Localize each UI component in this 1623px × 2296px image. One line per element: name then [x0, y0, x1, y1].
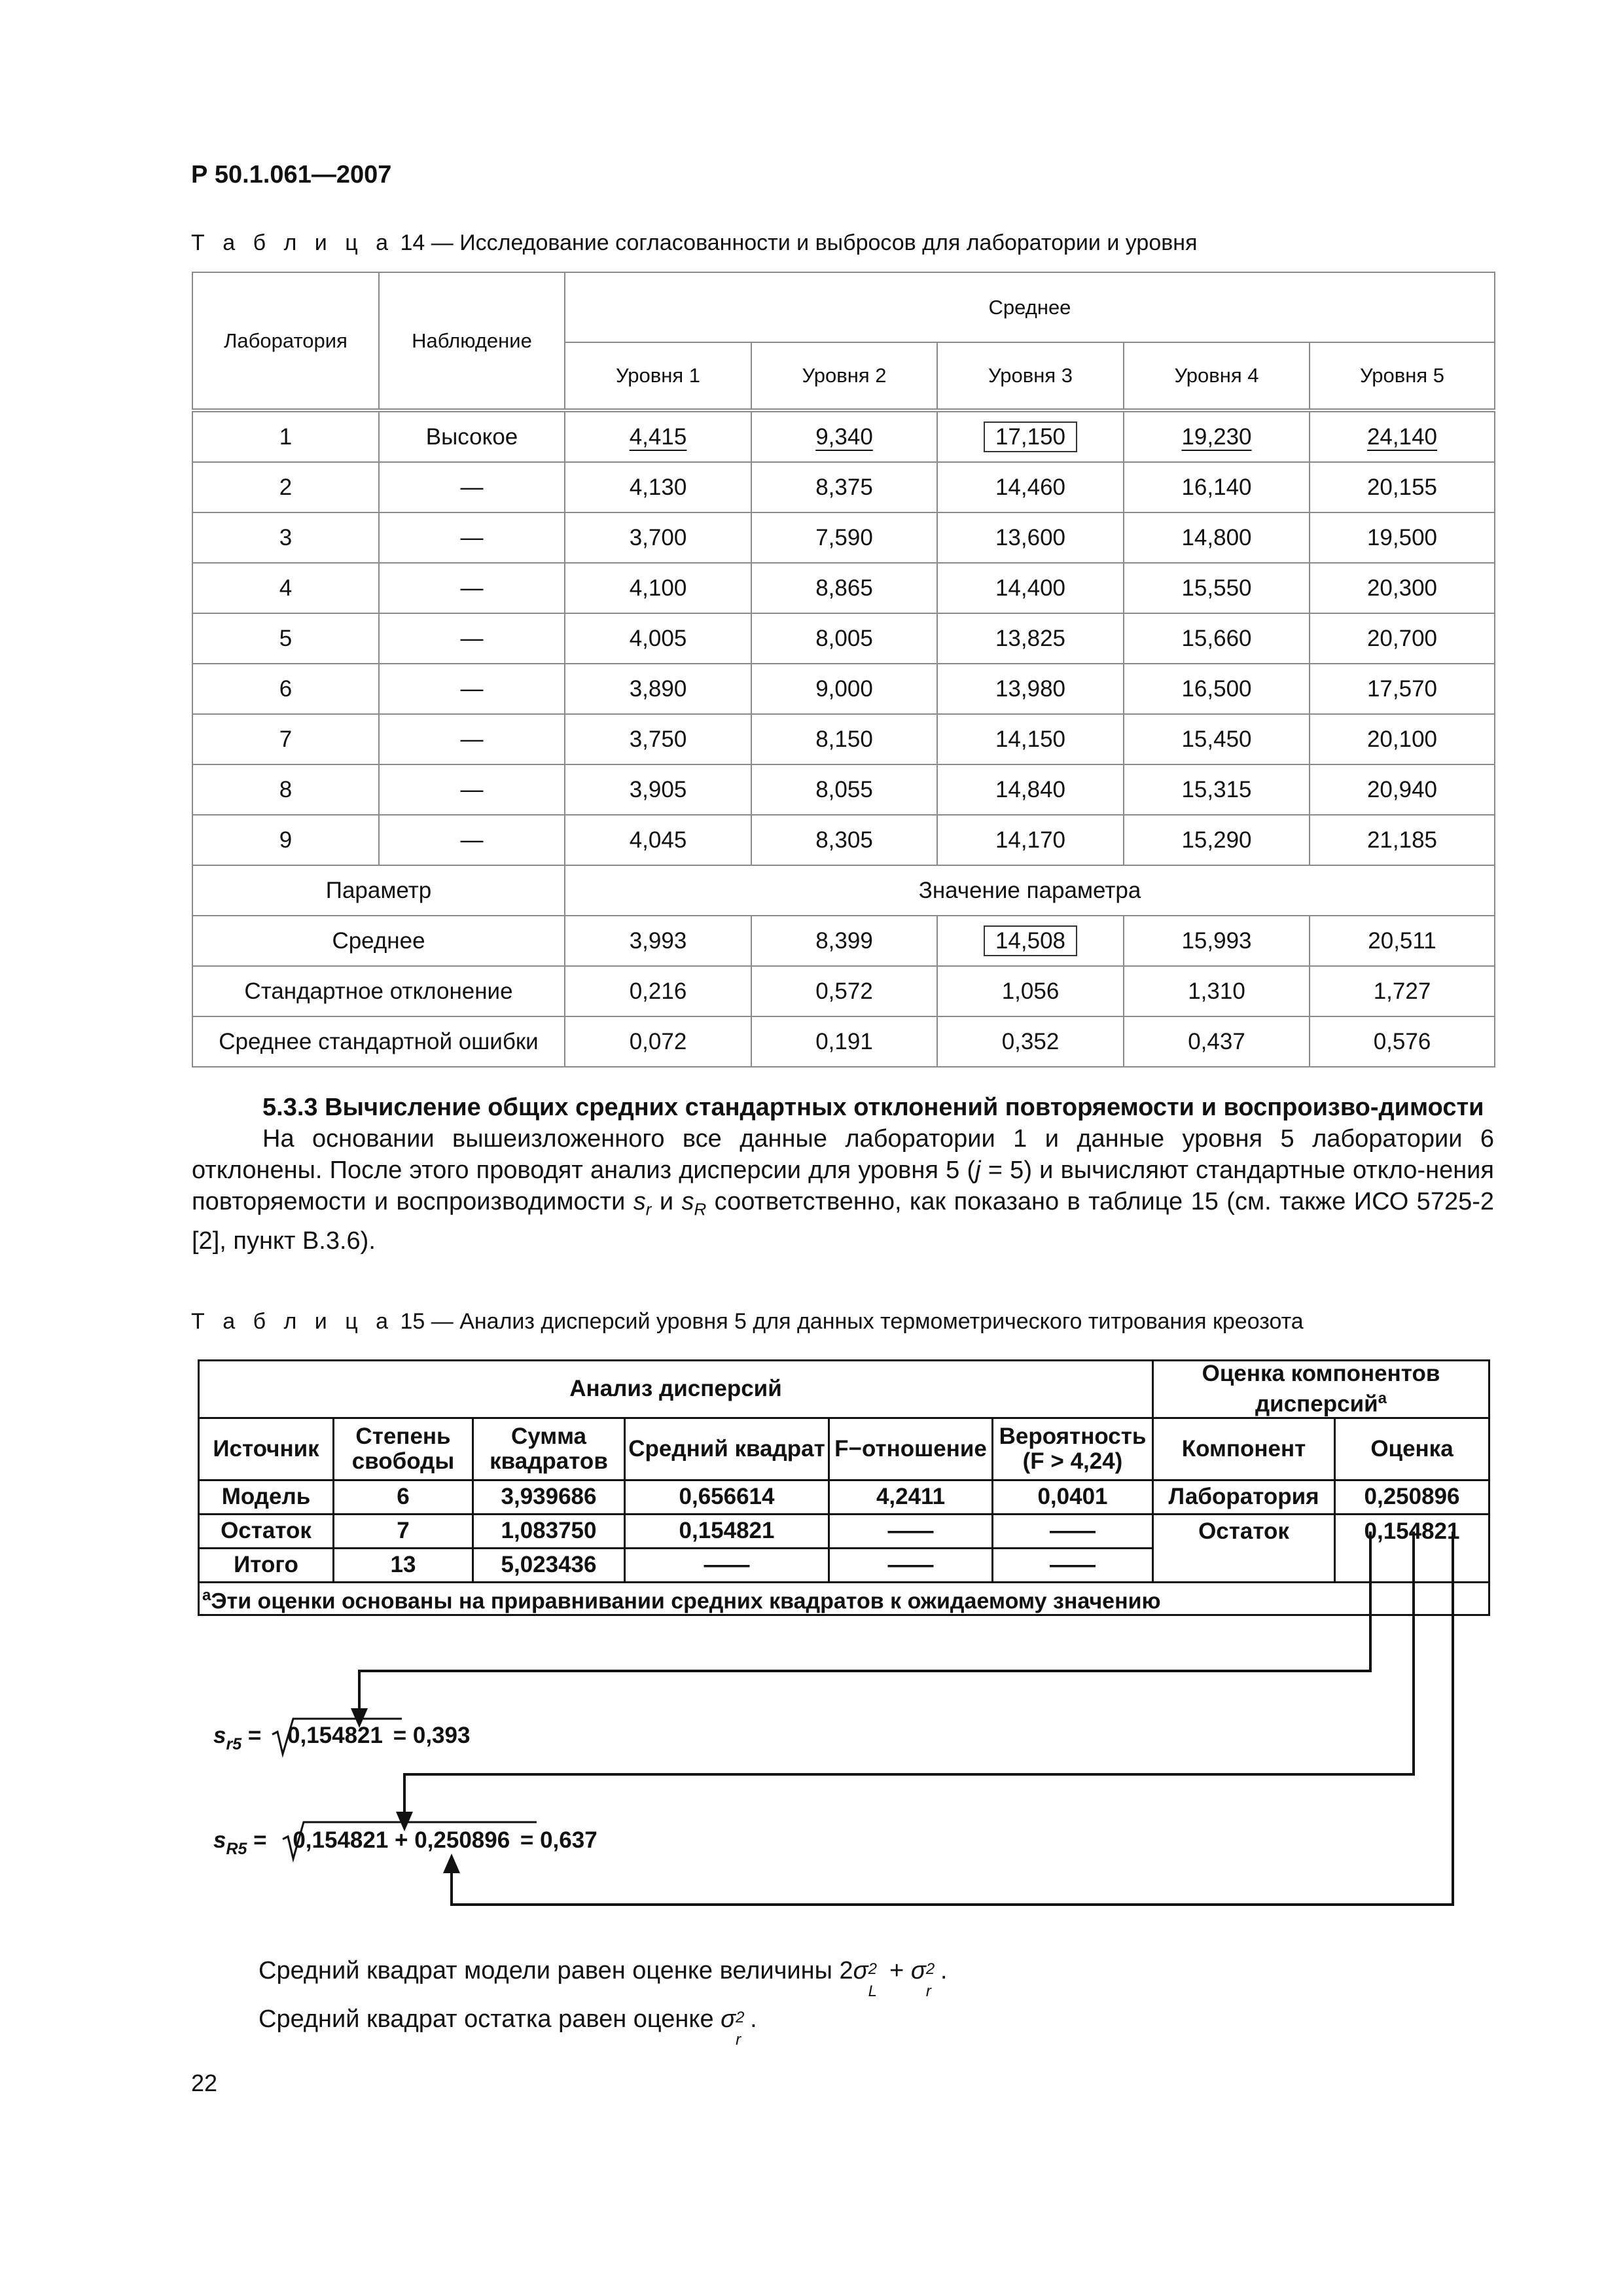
value-text: 13,980: [995, 675, 1066, 702]
col-header: Источник: [199, 1418, 334, 1480]
value-text: 20,700: [1366, 625, 1438, 651]
cell-ss: 5,023436: [473, 1548, 625, 1582]
header-variance-analysis: Анализ дисперсий: [199, 1361, 1153, 1418]
param-value-header: Значение параметра: [565, 865, 1495, 916]
value-text: 3,993: [629, 927, 687, 954]
value-text: 15,550: [1181, 575, 1252, 601]
value-text: 3,905: [629, 776, 687, 802]
value-text: 20,100: [1366, 726, 1438, 752]
value-text: 13,600: [995, 524, 1066, 550]
cell-observation: —: [379, 815, 565, 865]
col-header-level-4: Уровня 4: [1124, 342, 1310, 410]
col-header-level-2: Уровня 2: [751, 342, 937, 410]
col-header: Средний квадрат: [625, 1418, 829, 1480]
note-model-mean-square: Средний квадрат модели равен оценке величины 2σ 2 L + σ 2 r .: [259, 1957, 948, 2000]
value-text: 14,460: [995, 474, 1066, 500]
cell-src: Остаток: [199, 1514, 334, 1548]
cell-estimate: 0,154821: [1335, 1514, 1489, 1548]
cell-p: ——: [993, 1548, 1153, 1582]
cell-p: 0,0401: [993, 1480, 1153, 1514]
value-text: 8,005: [815, 625, 873, 651]
cell-ms: 0,154821: [625, 1514, 829, 1548]
value-text: 15,660: [1181, 625, 1252, 651]
cell-observation: —: [379, 664, 565, 714]
value-text: 14,170: [995, 827, 1066, 853]
value-text: 7,590: [815, 524, 873, 550]
formula-sr5: $s_{r5} = 0,154821 = 0,393$: [213, 1723, 471, 1753]
cell-observation: —: [379, 512, 565, 563]
value-text: 0,352: [1001, 1028, 1060, 1054]
section-heading: 5.3.3 Вычисление общих средних стандартных отклонений повторяемости и воспроизво-димости: [262, 1094, 1484, 1121]
value-text: 19,230: [1181, 423, 1252, 450]
value-text: 16,500: [1181, 675, 1252, 702]
value-text: 19,500: [1366, 524, 1438, 550]
value-text: 15,315: [1181, 776, 1252, 802]
value-text: 1,310: [1188, 978, 1245, 1004]
col-header-observation: Наблюдение: [379, 272, 565, 410]
col-header-mean: Среднее: [565, 272, 1495, 342]
value-text: 8,865: [815, 575, 873, 601]
cell-laboratory: 5: [192, 613, 379, 664]
value-text: 20,511: [1368, 927, 1436, 954]
cell-src: Модель: [199, 1480, 334, 1514]
value-text: 14,150: [995, 726, 1066, 752]
value-text: 14,800: [1181, 524, 1252, 550]
table14-caption-text: 14 — Исследование согласованности и выбросов для лаборатории и уровня: [394, 230, 1198, 255]
value-text: 0,572: [815, 978, 873, 1004]
cell-ss: 3,939686: [473, 1480, 625, 1514]
cell-laboratory: 7: [192, 714, 379, 764]
arrowhead-sR5-up: [443, 1854, 460, 1873]
cell-ss: 1,083750: [473, 1514, 625, 1548]
col-header: Оценка: [1335, 1418, 1489, 1480]
cell-laboratory: 1: [192, 410, 379, 462]
cell-laboratory: 4: [192, 563, 379, 613]
value-text: 0,072: [629, 1028, 687, 1054]
value-text: 17,150: [984, 422, 1077, 452]
col-header-level-5: Уровня 5: [1310, 342, 1495, 410]
arrow-laboratory-to-sR5: [452, 1532, 1453, 1905]
value-text: 20,940: [1366, 776, 1438, 802]
value-text: 0,216: [629, 978, 687, 1004]
value-text: 9,340: [815, 423, 873, 450]
value-text: 14,508: [984, 925, 1077, 956]
value-text: 1,727: [1373, 978, 1431, 1004]
cell-observation: —: [379, 462, 565, 512]
value-text: 8,055: [815, 776, 873, 802]
col-header-level-3: Уровня 3: [937, 342, 1124, 410]
value-text: 16,140: [1181, 474, 1252, 500]
value-text: 14,840: [995, 776, 1066, 802]
value-text: 4,045: [629, 827, 687, 853]
value-text: 4,130: [629, 474, 687, 500]
col-header: Сумма квадратов: [473, 1418, 625, 1480]
value-text: 15,290: [1181, 827, 1252, 853]
cell-observation: —: [379, 714, 565, 764]
cell-f: 4,2411: [829, 1480, 993, 1514]
value-text: 3,750: [629, 726, 687, 752]
value-text: 14,400: [995, 575, 1066, 601]
cell-f: ——: [829, 1514, 993, 1548]
cell-estimate: 0,250896: [1335, 1480, 1489, 1514]
cell-df: 6: [334, 1480, 473, 1514]
formula-sR5: $s_{R5} = 0,154821 + 0,250896 = 0,637$: [213, 1827, 597, 1858]
value-text: 21,185: [1366, 827, 1438, 853]
table15-caption-text: 15 — Анализ дисперсий уровня 5 для данных термометрического титрования креозота: [394, 1309, 1304, 1334]
value-text: 3,700: [629, 524, 687, 550]
cell-observation: Высокое: [379, 410, 565, 462]
col-header: F−отношение: [829, 1418, 993, 1480]
value-text: 8,150: [815, 726, 873, 752]
value-text: 0,191: [815, 1028, 873, 1054]
value-text: 15,450: [1181, 726, 1252, 752]
cell-ms: ——: [625, 1548, 829, 1582]
cell-observation: —: [379, 613, 565, 664]
value-text: 8,375: [815, 474, 873, 500]
cell-laboratory: 8: [192, 764, 379, 815]
cell-src: Итого: [199, 1548, 334, 1582]
stat-name: Среднее: [192, 916, 565, 966]
section-paragraph: На основании вышеизложенного все данные лаборатории 1 и данные уровня 5 лаборатории 6 отклонены. После этого проводят анализ дисперсии для уровня 5 (j = 5) и вычисляют стандартные откло-нения повторяемости и воспроизводимости $s_r$ и $s_R$ соответственно, как показано в таблице 15 (см. также ИСО 5725-2 [2], пункт В.3.6).: [192, 1125, 1495, 1255]
cell-laboratory: 6: [192, 664, 379, 714]
table15-caption-prefix: Т а б л и ц а: [191, 1309, 395, 1334]
col-header: Компонент: [1153, 1418, 1335, 1480]
value-text: 8,399: [815, 927, 873, 954]
stat-name: Среднее стандартной ошибки: [192, 1016, 565, 1067]
table15-footnote: $^a$Эти оценки основаны на приравнивании средних квадратов к ожидаемому значению: [199, 1582, 1489, 1615]
value-text: 3,890: [629, 675, 687, 702]
value-text: 20,300: [1366, 575, 1438, 601]
value-text: 13,825: [995, 625, 1066, 651]
cell-p: ——: [993, 1514, 1153, 1548]
cell-laboratory: 3: [192, 512, 379, 563]
col-header-level-1: Уровня 1: [565, 342, 751, 410]
cell-laboratory: 2: [192, 462, 379, 512]
cell-component: Остаток: [1153, 1514, 1335, 1548]
arrow-residual-to-sr5: [359, 1532, 1370, 1712]
value-text: 1,056: [1001, 978, 1060, 1004]
table14-caption-prefix: Т а б л и ц а: [191, 230, 395, 255]
value-text: 24,140: [1366, 423, 1438, 450]
document-code: Р 50.1.061—2007: [191, 161, 392, 188]
page-number: 22: [191, 2070, 218, 2096]
cell-df: 7: [334, 1514, 473, 1548]
col-header-laboratory: Лаборатория: [192, 272, 379, 410]
cell-ms: 0,656614: [625, 1480, 829, 1514]
cell-observation: —: [379, 764, 565, 815]
value-text: 0,437: [1188, 1028, 1245, 1054]
value-text: 20,155: [1366, 474, 1438, 500]
cell-observation: —: [379, 563, 565, 613]
col-header: Вероятность (F > 4,24): [993, 1418, 1153, 1480]
col-header: Степень свободы: [334, 1418, 473, 1480]
param-header: Параметр: [192, 865, 565, 916]
header-component-estimates: Оценка компонентов дисперсий$^a$: [1153, 1361, 1489, 1418]
value-text: 4,100: [629, 575, 687, 601]
value-text: 0,576: [1373, 1028, 1431, 1054]
value-text: 4,005: [629, 625, 687, 651]
arrow-residual-to-sR5: [404, 1532, 1414, 1815]
value-text: 4,415: [629, 423, 687, 450]
value-text: 8,305: [815, 827, 873, 853]
cell-f: ——: [829, 1548, 993, 1582]
stat-name: Стандартное отклонение: [192, 966, 565, 1016]
value-text: 9,000: [815, 675, 873, 702]
value-text: 15,993: [1181, 927, 1252, 954]
cell-component: Лаборатория: [1153, 1480, 1335, 1514]
note-residual-mean-square: Средний квадрат остатка равен оценке σ 2 r .: [259, 2005, 757, 2049]
cell-laboratory: 9: [192, 815, 379, 865]
cell-df: 13: [334, 1548, 473, 1582]
value-text: 17,570: [1366, 675, 1438, 702]
